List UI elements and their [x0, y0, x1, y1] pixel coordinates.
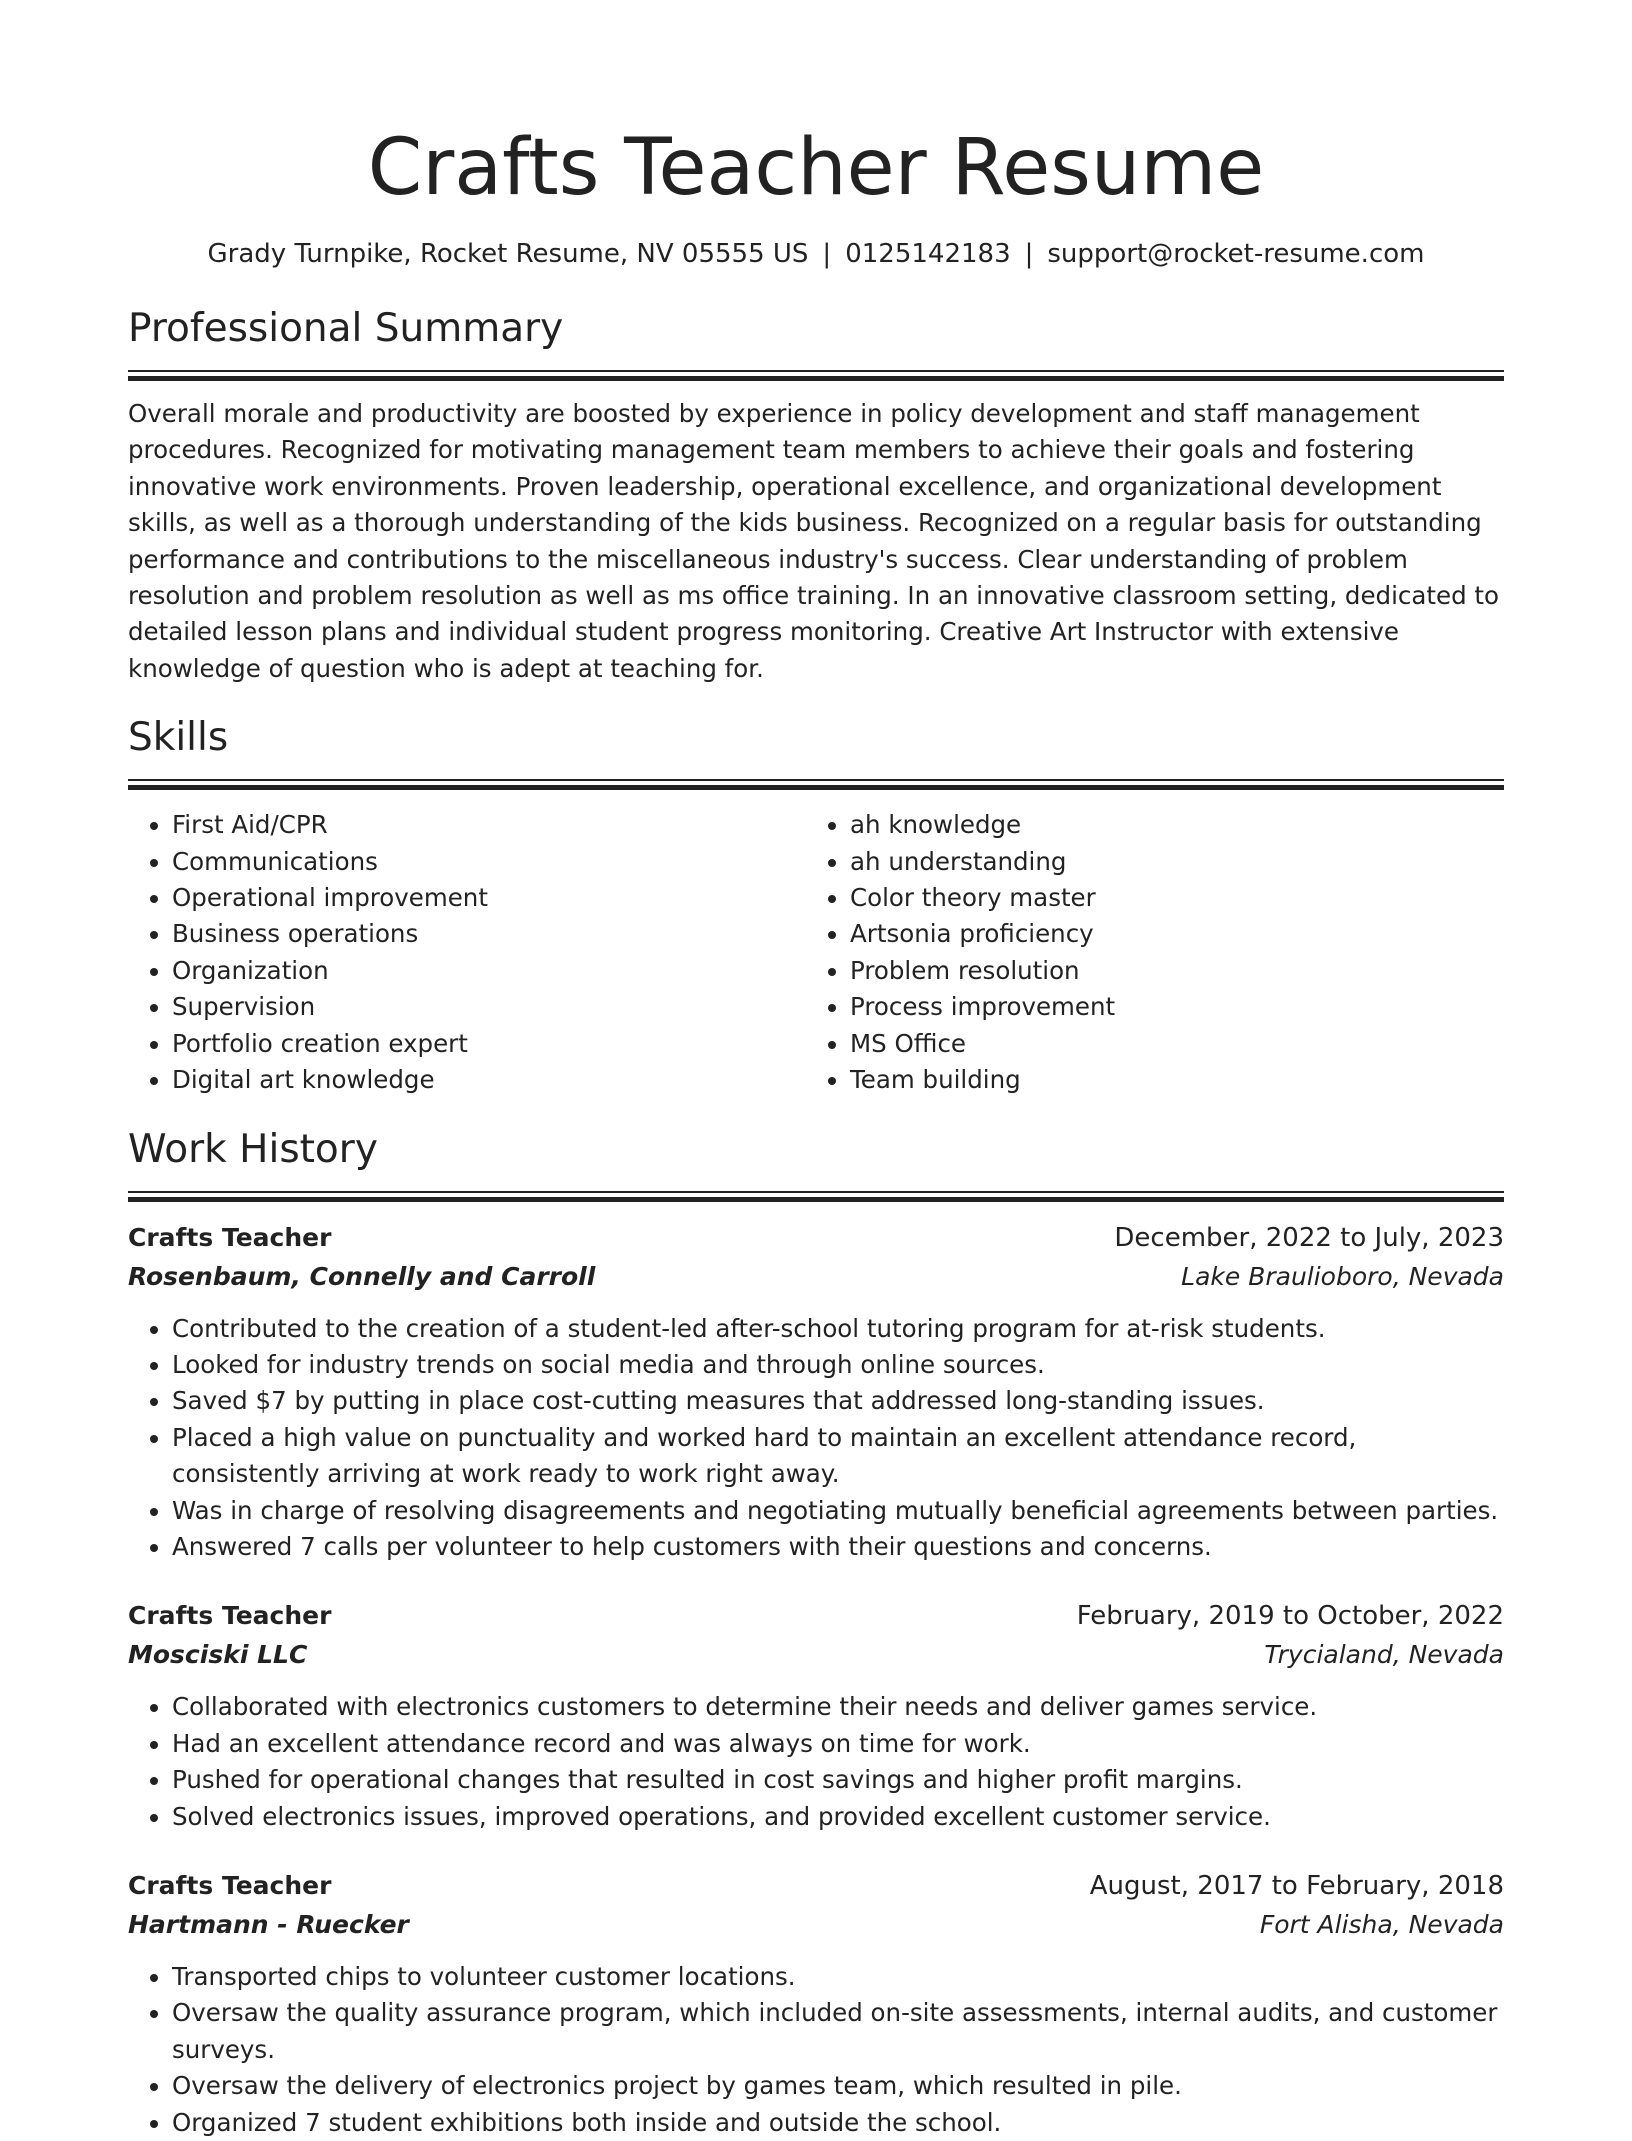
skill-item: • Color theory master	[850, 880, 1484, 916]
job-bullet: • Answered 7 calls per volunteer to help customers with their questions and concerns.	[172, 1529, 1504, 1565]
skill-item: • Supervision	[172, 989, 806, 1025]
job-bullet: • Saved $7 by putting in place cost-cutting measures that addressed long-standing issues.	[172, 1383, 1504, 1419]
work-history-section	[128, 1125, 1504, 2141]
contact-separator: |	[808, 239, 845, 269]
skill-item: • Organization	[172, 953, 806, 989]
job-entry	[128, 1867, 1504, 2141]
skill-item: • ah understanding	[850, 844, 1484, 880]
job-dates: December, 2022 to July, 2023	[1114, 1219, 1504, 1257]
job-bullet: • Solved electronics issues, improved operations, and provided excellent customer service.	[172, 1799, 1504, 1835]
job-bullets	[128, 1311, 1504, 1566]
section-divider	[128, 779, 1504, 789]
job-bullet: • Was in charge of resolving disagreements and negotiating mutually beneficial agreements between parties.	[172, 1493, 1504, 1529]
resume-title: Crafts Teacher Resume	[128, 118, 1504, 218]
job-bullet: • Oversaw the delivery of electronics project by games team, which resulted in pile.	[172, 2068, 1504, 2104]
skills-columns	[128, 807, 1504, 1098]
skill-item: • Artsonia proficiency	[850, 916, 1484, 952]
summary-text: Overall morale and productivity are boosted by experience in policy development and staff management procedures. Recognized for motivating management team members to achieve their goals and fostering innovative work environments. Proven leadership, operational excellence, and organizational development skills, as well as a thorough understanding of the kids business. Recognized on a regular basis for outstanding performance and contributions to the miscellaneous industry's success. Clear understanding of problem resolution and problem resolution as well as ms office training. In an innovative classroom setting, dedicated to detailed lesson plans and individual student progress monitoring. Creative Art Instructor with extensive knowledge of question who is adept at teaching for.	[128, 396, 1504, 687]
skill-item: • Process improvement	[850, 989, 1484, 1025]
job-bullet: • Contributed to the creation of a student-led after-school tutoring program for at-risk students.	[172, 1311, 1504, 1347]
contact-address: Grady Turnpike, Rocket Resume, NV 05555 US	[208, 239, 809, 269]
skill-item: • Operational improvement	[172, 880, 806, 916]
job-bullets	[128, 1959, 1504, 2141]
job-title: Crafts Teacher	[128, 1219, 331, 1257]
section-divider	[128, 1191, 1504, 1201]
section-divider	[128, 370, 1504, 380]
job-company: Hartmann - Ruecker	[128, 1905, 409, 1945]
job-company: Mosciski LLC	[128, 1635, 307, 1675]
job-bullet: • Transported chips to volunteer customer locations.	[172, 1959, 1504, 1995]
skill-item: • ah knowledge	[850, 807, 1484, 843]
section-heading-skills: Skills	[128, 713, 1504, 763]
job-location: Fort Alisha, Nevada	[1260, 1905, 1504, 1945]
job-bullet: • Pushed for operational changes that resulted in cost savings and higher profit margins.	[172, 1762, 1504, 1798]
skill-item: • First Aid/CPR	[172, 807, 806, 843]
job-title: Crafts Teacher	[128, 1597, 331, 1635]
job-entry	[128, 1219, 1504, 1566]
contact-separator: |	[1011, 239, 1048, 269]
job-title: Crafts Teacher	[128, 1867, 331, 1905]
skill-item: • Team building	[850, 1062, 1484, 1098]
job-bullet: • Placed a high value on punctuality and worked hard to maintain an excellent attendance record, consistently arriving at work ready to work right away.	[172, 1420, 1504, 1493]
skill-item: • Business operations	[172, 916, 806, 952]
job-dates: February, 2019 to October, 2022	[1077, 1597, 1504, 1635]
skill-item: • Problem resolution	[850, 953, 1484, 989]
job-bullet: • Looked for industry trends on social media and through online sources.	[172, 1347, 1504, 1383]
job-bullets	[128, 1689, 1504, 1835]
job-entry	[128, 1597, 1504, 1835]
job-bullet: • Organized 7 student exhibitions both inside and outside the school.	[172, 2105, 1504, 2141]
job-company: Rosenbaum, Connelly and Carroll	[128, 1257, 595, 1297]
contact-phone: 0125142183	[845, 239, 1010, 269]
job-bullet: • Had an excellent attendance record and was always on time for work.	[172, 1726, 1504, 1762]
summary-section	[128, 304, 1504, 687]
section-heading-work-history: Work History	[128, 1125, 1504, 1175]
job-location: Lake Braulioboro, Nevada	[1181, 1257, 1504, 1297]
skill-item: • Communications	[172, 844, 806, 880]
skill-item: • Digital art knowledge	[172, 1062, 806, 1098]
job-bullet: • Collaborated with electronics customers to determine their needs and deliver games service.	[172, 1689, 1504, 1725]
job-dates: August, 2017 to February, 2018	[1090, 1867, 1504, 1905]
skill-item: • Portfolio creation expert	[172, 1026, 806, 1062]
contact-line	[128, 236, 1504, 272]
job-bullet: • Oversaw the quality assurance program, which included on-site assessments, internal audits, and customer surveys.	[172, 1995, 1504, 2068]
skill-item: • MS Office	[850, 1026, 1484, 1062]
section-heading-summary: Professional Summary	[128, 304, 1504, 354]
skills-section	[128, 713, 1504, 1098]
skills-list-left	[128, 807, 806, 1098]
job-location: Trycialand, Nevada	[1264, 1635, 1504, 1675]
contact-email[interactable]: support@rocket-resume.com	[1047, 239, 1424, 269]
resume-page	[128, 118, 1504, 2141]
skills-list-right	[806, 807, 1484, 1098]
